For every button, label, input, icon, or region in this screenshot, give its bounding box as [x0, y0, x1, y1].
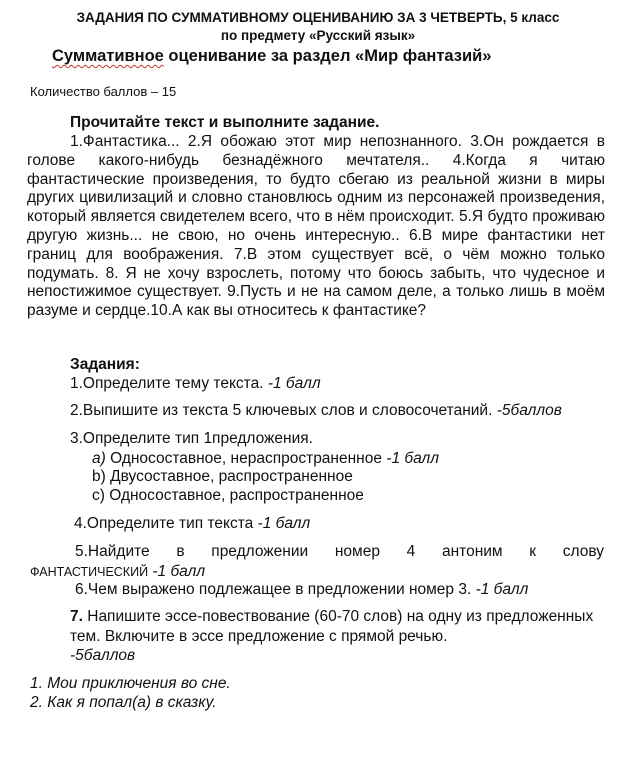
task-7-text: Напишите эссе-повествование (60-70 слов) на одну из предложенных тем. Включите в эссе предложение с прямой речью. — [70, 608, 594, 645]
task-5-word: 4 — [406, 543, 416, 560]
task-6 — [75, 581, 528, 599]
task-5-word: в — [176, 543, 185, 560]
task-2 — [70, 402, 562, 420]
document-header-title: ЗАДАНИЯ ПО СУММАТИВНОМУ ОЦЕНИВАНИЮ ЗА 3 ЧЕТВЕРТЬ, 5 класс — [76, 10, 560, 25]
option-a-marker: a) — [92, 450, 106, 467]
task-2-score: -5баллов — [496, 402, 562, 419]
task-2-text: 2.Выпишите из текста 5 ключевых слов и словосочетаний. — [70, 402, 497, 419]
task-5-word: предложении — [211, 543, 309, 560]
task-5-line — [75, 543, 604, 561]
option-a-text: Односоставное, нераспространенное — [110, 450, 387, 467]
task-1 — [70, 375, 321, 393]
reading-instruction: Прочитайте текст и выполните задание. — [70, 114, 380, 131]
task-6-score: -1 балл — [475, 581, 529, 598]
option-b-text: Двусоставное, распространенное — [110, 468, 353, 485]
task-6-text: 6.Чем выражено подлежащее в предложении номер 3. — [75, 581, 476, 598]
task-5-target-word: ФАНТАСТИЧЕСКИЙ — [30, 565, 149, 579]
option-a-score: -1 балл — [386, 450, 440, 467]
task-4 — [74, 515, 310, 533]
task-5-score: -1 балл — [148, 563, 206, 580]
task-1-score: -1 балл — [267, 375, 321, 392]
section-title-rest: оценивание за раздел «Мир фантазий» — [163, 47, 492, 65]
task-5-word: антоним — [441, 543, 503, 560]
points-total: Количество баллов – 15 — [30, 84, 177, 99]
essay-topic-2: 2. Как я попал(а) в сказку. — [30, 694, 217, 711]
task-3-option-b — [92, 468, 353, 486]
task-4-text: 4.Определите тип текста — [74, 515, 258, 532]
task-3-option-c — [92, 487, 364, 505]
tasks-heading: Задания: — [70, 356, 140, 373]
task-7-number: 7. — [70, 608, 83, 625]
option-b-marker: b) — [92, 468, 106, 485]
document-header-subject: по предмету «Русский язык» — [220, 28, 416, 43]
task-5-word: 5.Найдите — [75, 543, 150, 560]
task-4-score: -1 балл — [257, 515, 311, 532]
option-c-text: Односоставное, распространенное — [109, 487, 364, 504]
section-title — [52, 47, 491, 66]
task-5-continuation — [30, 563, 205, 581]
task-5-word: к — [529, 543, 537, 560]
task-1-text: 1.Определите тему текста. — [70, 375, 268, 392]
task-3: 3.Определите тип 1предложения. — [70, 430, 313, 447]
option-c-marker: c) — [92, 487, 105, 504]
essay-topic-1: 1. Мои приключения во сне. — [30, 675, 231, 692]
reading-passage: 1.Фантастика... 2.Я обожаю этот мир непознанного. 3.Он рождается в голове какого-нибудь безнадёжного мечтателя.. 4.Когда я читаю фантастические произведения, то будто сбегаю из реальной жизни в миры других цивилизаций и словно становлюсь одним из персонажей произведения, который является свидетелем всего, что в нём происходит. 5.Я будто проживаю другую жизнь... не свою, но очень интересную.. 6.В мире фантастики нет границ для воображения. 7.В этом существует всё, о чём можно только подумать. 8. Я не хочу взрослеть, потому что боюсь забыть, что чудесное и непостижимое существует. 9.Пусть и не на самом деле, а только лишь в моём разуме и сердце.10.А как вы относитесь к фантастике? — [27, 133, 605, 320]
task-5-word: слову — [562, 543, 605, 560]
section-title-underlined-word: Суммативное — [52, 47, 164, 65]
task-5-word: номер — [334, 543, 380, 560]
task-7 — [70, 607, 610, 666]
task-3-option-a — [92, 450, 439, 468]
task-7-score: -5баллов — [70, 647, 136, 664]
